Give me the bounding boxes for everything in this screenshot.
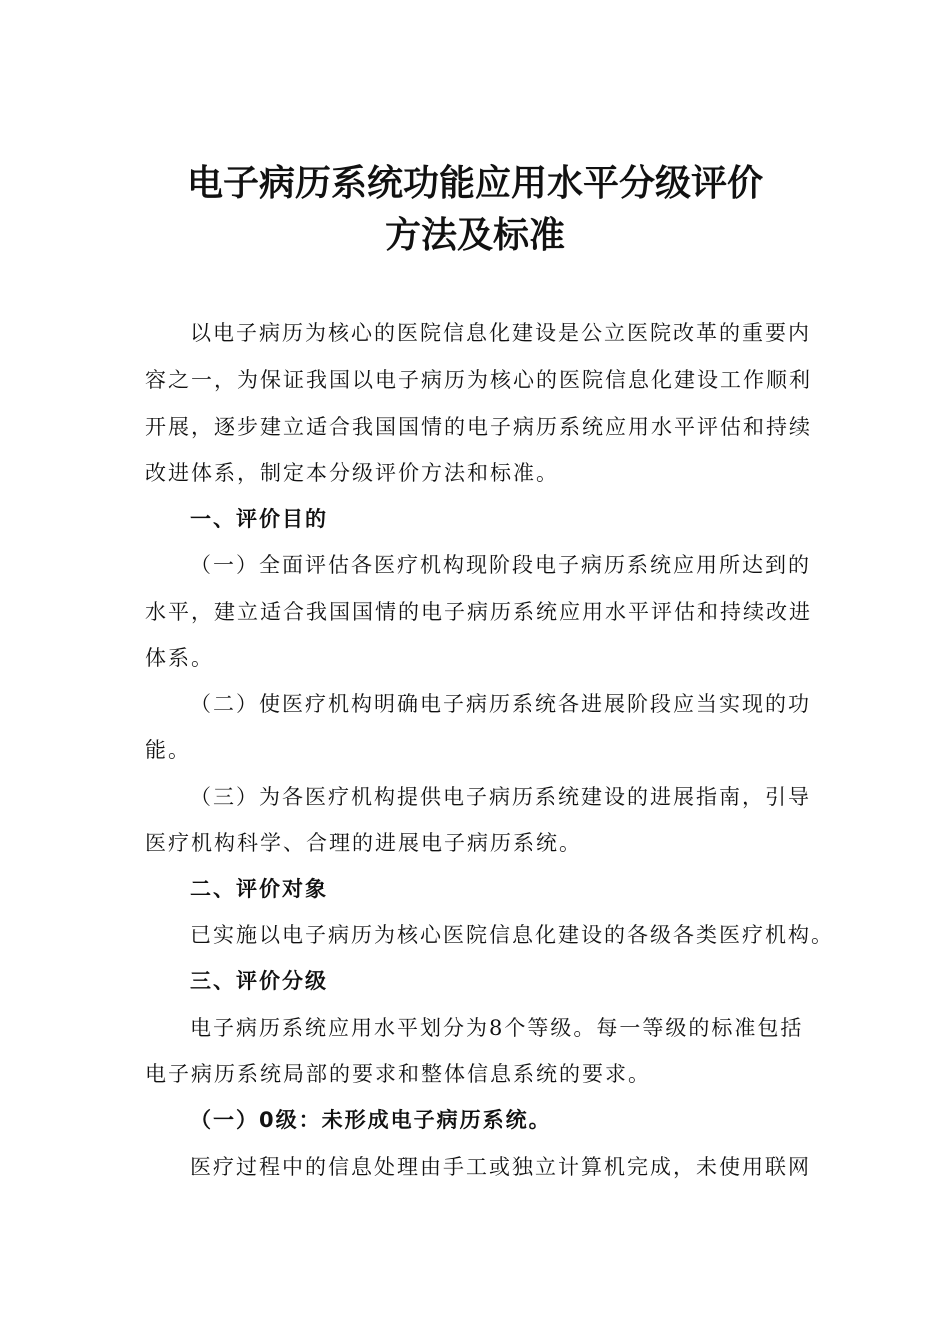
intro-line-2: 容之一，为保证我国以电子病历为核心的医院信息化建设工作顺利 (145, 368, 812, 392)
document-title-line-2: 方法及标准 (384, 215, 565, 256)
intro-line-4: 改进体系，制定本分级评价方法和标准。 (145, 461, 559, 485)
purpose-1-line-2: 水平，建立适合我国国情的电子病历系统应用水平评估和持续改进 (145, 600, 812, 624)
section-heading-grading: 三、评价分级 (190, 969, 328, 993)
purpose-1-line-3: 体系。 (145, 646, 214, 670)
document-title-line-1: 电子病历系统功能应用水平分级评价 (186, 163, 763, 204)
section-heading-purpose: 一、评价目的 (190, 507, 328, 531)
level-0-text: 医疗过程中的信息处理由手工或独立计算机完成，未使用联网 (190, 1155, 811, 1179)
grading-line-2: 电子病历系统局部的要求和整体信息系统的要求。 (145, 1062, 651, 1086)
purpose-1-line-1: （一）全面评估各医疗机构现阶段电子病历系统应用所达到的 (190, 553, 811, 577)
purpose-3-line-2: 医疗机构科学、合理的进展电子病历系统。 (145, 831, 582, 855)
section-heading-target: 二、评价对象 (190, 877, 328, 901)
intro-line-1: 以电子病历为核心的医院信息化建设是公立医院改革的重要内 (190, 321, 811, 345)
purpose-2-line-2: 能。 (145, 738, 191, 762)
grading-line-1: 电子病历系统应用水平划分为8个等级。每一等级的标准包括 (190, 1016, 804, 1040)
purpose-2-line-1: （二）使医疗机构明确电子病历系统各进展阶段应当实现的功 (190, 692, 811, 716)
level-0-heading: （一）0级：未形成电子病历系统。 (190, 1108, 552, 1132)
intro-line-3: 开展，逐步建立适合我国国情的电子病历系统应用水平评估和持续 (145, 415, 812, 439)
target-text: 已实施以电子病历为核心医院信息化建设的各级各类医疗机构。 (190, 923, 834, 947)
purpose-3-line-1: （三）为各医疗机构提供电子病历系统建设的进展指南，引导 (190, 785, 811, 809)
